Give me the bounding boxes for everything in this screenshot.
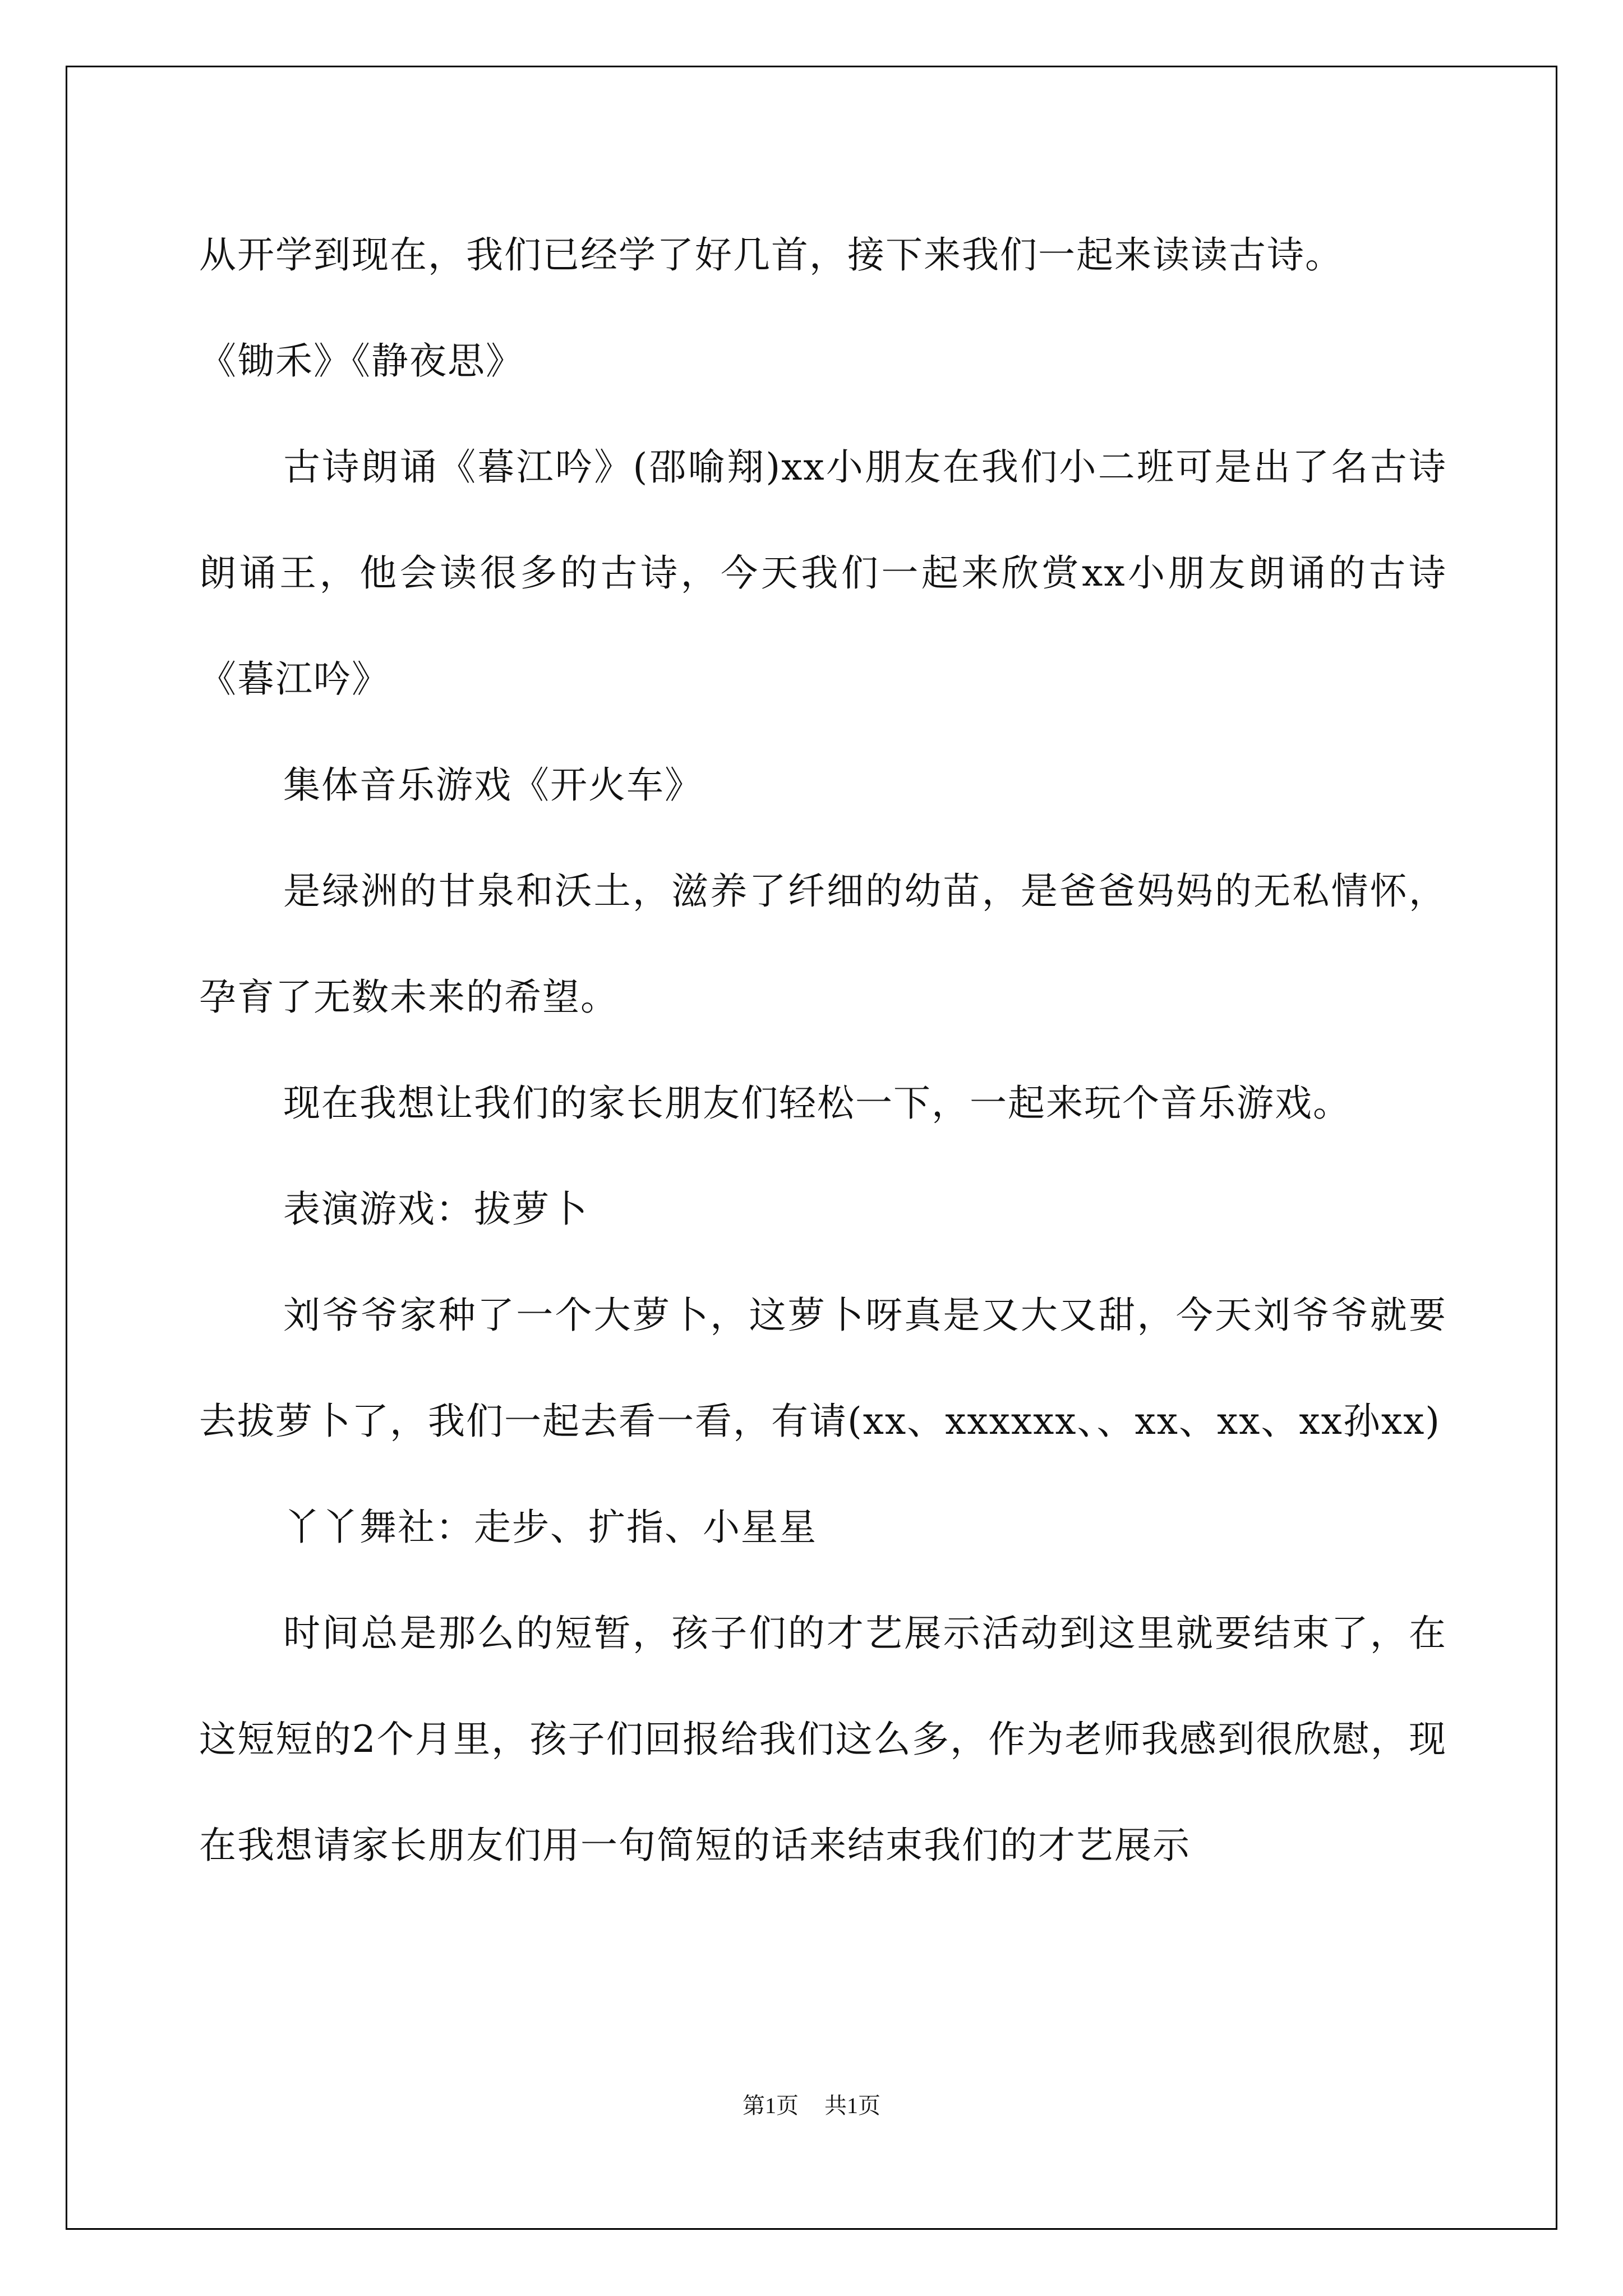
document-body [199, 202, 1447, 1898]
total-pages: 共1页 [824, 2093, 880, 2118]
paragraph: 古诗朗诵《暮江吟》(邵喻翔)xx小朋友在我们小二班可是出了名古诗朗诵王，他会读很多的古诗，今天我们一起来欣赏xx小朋友朗诵的古诗《暮江吟》 [199, 445, 1447, 701]
page-footer [0, 2088, 1623, 2120]
paragraph: 刘爷爷家种了一个大萝卜，这萝卜呀真是又大又甜，今天刘爷爷就要去拔萝卜了，我们一起去看一看，有请(xx、xxxxxx、、xx、xx、xx孙xx) [199, 1294, 1447, 1443]
paragraph: 是绿洲的甘泉和沃土，滋养了纤细的幼苗，是爸爸妈妈的无私情怀，孕育了无数未来的希望。 [199, 869, 1447, 1019]
paragraph: 表演游戏：拔萝卜 [283, 1188, 588, 1231]
paragraph: 丫丫舞社：走步、扩指、小星星 [283, 1506, 817, 1549]
paragraph: 时间总是那么的短暂，孩子们的才艺展示活动到这里就要结束了，在这短短的2个月里，孩子们回报给我们这么多，作为老师我感到很欣慰，现在我想请家长朋友们用一句简短的话来结束我们的才艺展示 [199, 1612, 1447, 1867]
paragraph: 从开学到现在，我们已经学了好几首，接下来我们一起来读读古诗。 [199, 233, 1343, 277]
paragraph: 现在我想让我们的家长朋友们轻松一下，一起来玩个音乐游戏。 [283, 1082, 1351, 1125]
paragraph: 集体音乐游戏《开火车》 [283, 763, 703, 807]
page-number: 第1页 [743, 2093, 799, 2118]
paragraph: 《锄禾》《静夜思》 [199, 339, 524, 383]
